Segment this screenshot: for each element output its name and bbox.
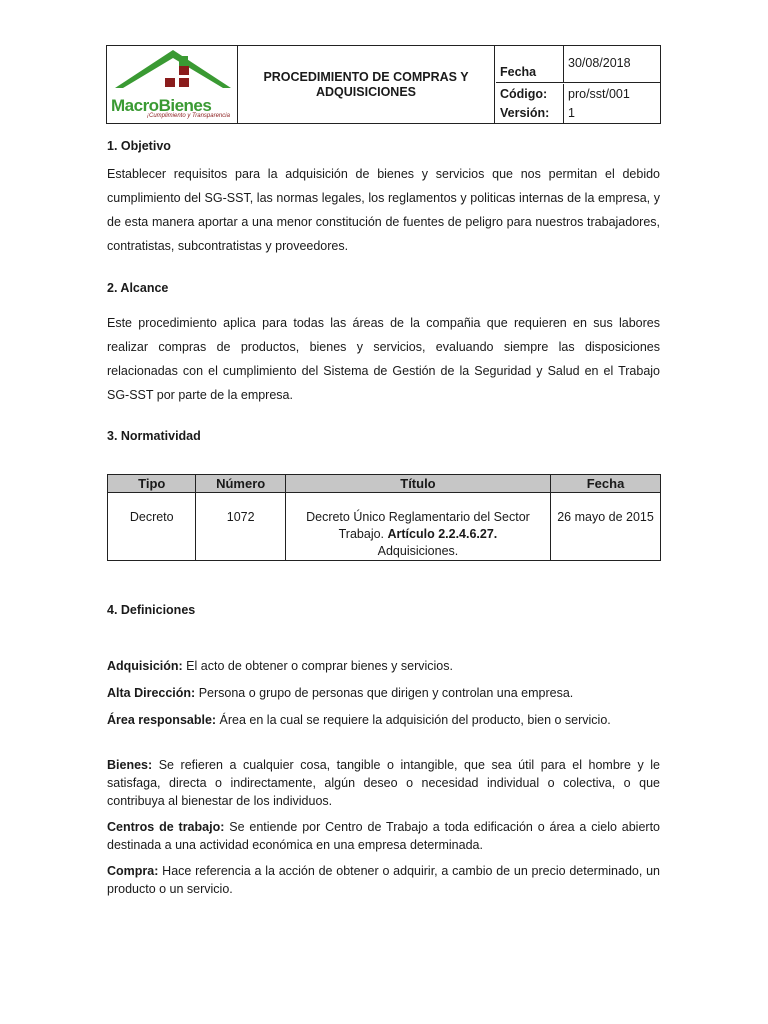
cell-tipo: Decreto xyxy=(108,493,196,561)
section-title-normatividad: 3. Normatividad xyxy=(107,429,201,443)
cell-titulo xyxy=(285,493,550,561)
section-title-objetivo: 1. Objetivo xyxy=(107,139,171,153)
codigo-value: pro/sst/001 xyxy=(568,87,630,101)
header-tipo: Tipo xyxy=(108,475,196,493)
house-roof-icon xyxy=(109,46,237,102)
header-numero: Número xyxy=(196,475,285,493)
definition-term: Adquisición: xyxy=(107,659,183,673)
definition-text: Persona o grupo de personas que dirigen y controlan una empresa. xyxy=(195,686,574,700)
definition-term: Bienes: xyxy=(107,758,153,772)
version-label: Versión: xyxy=(500,106,550,120)
fecha-value-cell xyxy=(564,46,660,83)
titulo-text: Decreto Único Reglamentario del Sector Trabajo. xyxy=(306,510,530,541)
definition-text: Se refieren a cualquier cosa, tangible o intangible, que sea útil para el hombre y le satisfaga, directa o indirectamente, algún deseo o necesidad individual o colectiva, o que contribuya al bienestar de los individuos. xyxy=(107,758,660,808)
titulo-article: Artículo 2.2.4.6.27. xyxy=(387,527,498,541)
definition-text: Hace referencia a la acción de obtener o adquirir, a cambio de un precio determinado, un producto o un servicio. xyxy=(107,864,660,896)
definition-term: Área responsable: xyxy=(107,713,217,727)
definition-text: El acto de obtener o comprar bienes y servicios. xyxy=(182,659,453,673)
fecha-value: 30/08/2018 xyxy=(568,56,631,70)
codigo-version-label-cell xyxy=(496,84,564,123)
fecha-label-cell xyxy=(496,46,564,83)
definition-item xyxy=(107,684,660,702)
definition-item xyxy=(107,862,660,898)
section-title-alcance: 2. Alcance xyxy=(107,281,169,295)
definition-text: Se entiende por Centro de Trabajo a toda edificación o área a cielo abierto destinada a una actividad económica en una empresa determinada. xyxy=(107,820,660,852)
definition-term: Compra: xyxy=(107,864,159,878)
fecha-label: Fecha xyxy=(500,65,537,79)
cell-numero: 1072 xyxy=(196,493,285,561)
table-header-row xyxy=(108,475,661,493)
table-row xyxy=(108,493,661,561)
document-header-table xyxy=(106,45,661,124)
definition-item xyxy=(107,756,660,810)
header-titulo: Título xyxy=(285,475,550,493)
definition-item xyxy=(107,818,660,854)
codigo-version-value-cell xyxy=(564,84,660,123)
definition-term: Centros de trabajo: xyxy=(107,820,225,834)
logo-wordmark: MacroBienes xyxy=(111,96,212,115)
header-fecha: Fecha xyxy=(551,475,661,493)
objetivo-paragraph: Establecer requisitos para la adquisición de bienes y servicios que nos permitan el debido cumplimiento del SG-SST, las normas legales, los reglamentos y politicas internas de la empresa, y de esta manera aportar a una menor constitución de fuentes de peligro para nuestros trabajadores, contratistas, subcontratistas y proveedores. xyxy=(107,167,660,253)
definition-item xyxy=(107,711,660,729)
definition-text: Área en la cual se requiere la adquisición del producto, bien o servicio. xyxy=(216,713,611,727)
cell-fecha: 26 mayo de 2015 xyxy=(551,493,661,561)
document-title: PROCEDIMIENTO DE COMPRAS Y ADQUISICIONES xyxy=(238,46,495,123)
codigo-label: Código: xyxy=(500,87,548,101)
definition-term: Alta Dirección: xyxy=(107,686,196,700)
definition-item xyxy=(107,657,660,675)
version-value: 1 xyxy=(568,106,575,120)
company-logo xyxy=(109,46,237,123)
titulo-suffix: Adquisiciones. xyxy=(377,544,459,558)
logo-tagline: ¡Cumplimiento y Transparencia xyxy=(147,113,230,119)
section-title-definiciones: 4. Definiciones xyxy=(107,603,196,617)
logo-cell xyxy=(107,46,238,123)
normatividad-table xyxy=(107,474,661,561)
alcance-paragraph: Este procedimiento aplica para todas las áreas de la compañia que requieren en sus labores realizar compras de productos, bienes y servicios, evaluando siempre las disposiciones relacionadas con el cumplimiento del Sistema de Gestión de la Seguridad y Salud en el Trabajo SG-SST por parte de la empresa. xyxy=(107,316,660,402)
